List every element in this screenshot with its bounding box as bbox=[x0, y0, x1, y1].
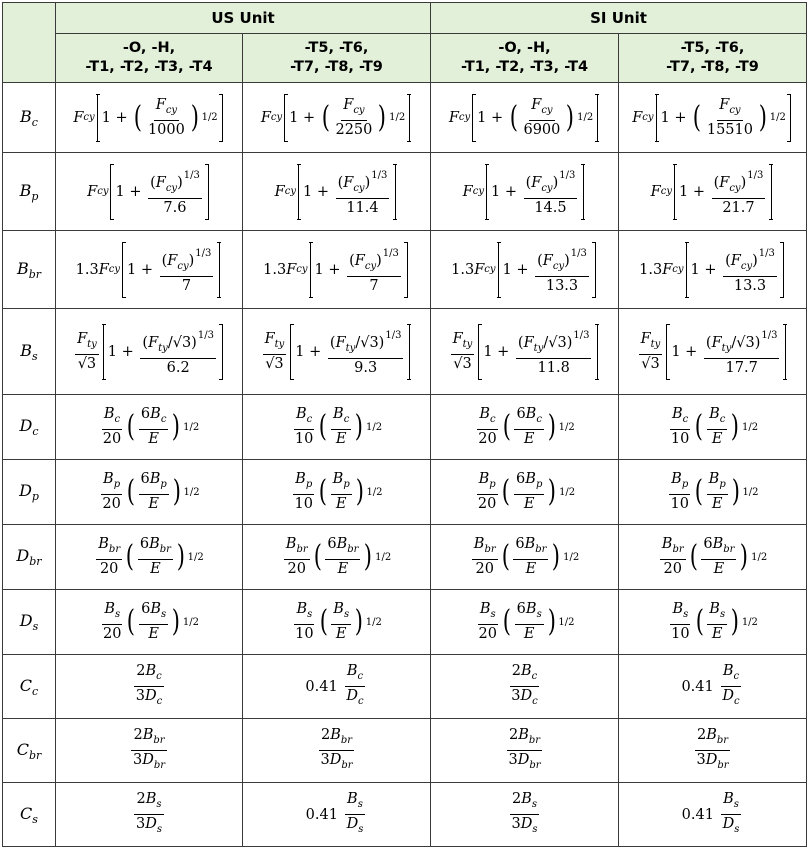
table-row-ds bbox=[3, 590, 807, 655]
formula-bc-si-b: F cy 1 + ( $F_{cy}$ 15510 ) 1/2 bbox=[619, 83, 807, 153]
si-col-a-header: -O, -H, -T1, -T2, -T3, -T4 bbox=[431, 34, 619, 83]
formula-cs-us-b: 0.41 $B_s$ $D_s$ bbox=[243, 783, 431, 847]
formula-cbr-si-a: $2B_{br}$ $3D_{br}$ bbox=[431, 719, 619, 783]
formula-dp-us-a: $B_p$ 20 ( $6B_p$ E ) 1/2 bbox=[56, 460, 243, 525]
row-label-cbr: $C_{br}$ bbox=[3, 719, 56, 783]
table-row-dc bbox=[3, 395, 807, 460]
formula-bbr-si-b: 1.3 F cy 1 + $(F_{cy})^{1/3}$ 13.3 bbox=[619, 231, 807, 309]
formula-dbr-si-b: $B_{br}$ 20 ( $6B_{br}$ E ) 1/2 bbox=[619, 525, 807, 590]
us-col-b-header: -T5, -T6, -T7, -T8, -T9 bbox=[243, 34, 431, 83]
us-unit-header: US Unit bbox=[56, 3, 431, 34]
table-row-dbr bbox=[3, 525, 807, 590]
table-row-bs bbox=[3, 309, 807, 395]
row-label-bbr: $B_{br}$ bbox=[3, 231, 56, 309]
formula-cs-us-a: $2B_s$ $3D_s$ bbox=[56, 783, 243, 847]
formula-cbr-us-a: $2B_{br}$ $3D_{br}$ bbox=[56, 719, 243, 783]
row-label-dc: $D_c$ bbox=[3, 395, 56, 460]
row-label-dbr: $D_{br}$ bbox=[3, 525, 56, 590]
row-label-bc: $B_c$ bbox=[3, 83, 56, 153]
formula-dc-us-a: $B_c$ 20 ( $6B_c$ E ) 1/2 bbox=[56, 395, 243, 460]
formula-dp-us-b: $B_p$ 10 ( $B_p$ E ) 1/2 bbox=[243, 460, 431, 525]
table-row-cc bbox=[3, 655, 807, 719]
row-label-dp: $D_p$ bbox=[3, 460, 56, 525]
formula-bbr-si-a: 1.3 F cy 1 + $(F_{cy})^{1/3}$ 13.3 bbox=[431, 231, 619, 309]
formula-cc-si-b: 0.41 $B_c$ $D_c$ bbox=[619, 655, 807, 719]
formula-bp-us-a: F cy 1 + $(F_{cy})^{1/3}$ 7.6 bbox=[56, 153, 243, 231]
formula-ds-si-b: $B_s$ 10 ( $B_s$ E ) 1/2 bbox=[619, 590, 807, 655]
formula-ds-us-b: $B_s$ 10 ( $B_s$ E ) 1/2 bbox=[243, 590, 431, 655]
table-row-cs bbox=[3, 783, 807, 847]
formula-bs-us-a: $F_{ty}$ √3 1 + $(F_{ty}/√3)^{1/3}$ 6.2 bbox=[56, 309, 243, 395]
formula-cc-si-a: $2B_c$ $3D_c$ bbox=[431, 655, 619, 719]
formula-bc-us-a: F cy 1 + ( $F_{cy}$ 1000 ) 1/2 bbox=[56, 83, 243, 153]
formula-cbr-si-b: $2B_{br}$ $3D_{br}$ bbox=[619, 719, 807, 783]
formula-dp-si-b: $B_p$ 10 ( $B_p$ E ) 1/2 bbox=[619, 460, 807, 525]
formula-dc-us-b: $B_c$ 10 ( $B_c$ E ) 1/2 bbox=[243, 395, 431, 460]
si-unit-header: SI Unit bbox=[431, 3, 807, 34]
formula-ds-us-a: $B_s$ 20 ( $6B_s$ E ) 1/2 bbox=[56, 590, 243, 655]
formula-bs-si-a: $F_{ty}$ √3 1 + $(F_{ty}/√3)^{1/3}$ 11.8 bbox=[431, 309, 619, 395]
formula-bp-si-a: F cy 1 + $(F_{cy})^{1/3}$ 14.5 bbox=[431, 153, 619, 231]
formula-cs-si-b: 0.41 $B_s$ $D_s$ bbox=[619, 783, 807, 847]
formula-bs-si-b: $F_{ty}$ √3 1 + $(F_{ty}/√3)^{1/3}$ 17.7 bbox=[619, 309, 807, 395]
table-row-bp bbox=[3, 153, 807, 231]
formula-bp-si-b: F cy 1 + $(F_{cy})^{1/3}$ 21.7 bbox=[619, 153, 807, 231]
si-col-b-header: -T5, -T6, -T7, -T8, -T9 bbox=[619, 34, 807, 83]
formula-dp-si-a: $B_p$ 20 ( $6B_p$ E ) 1/2 bbox=[431, 460, 619, 525]
formula-dbr-us-a: $B_{br}$ 20 ( $6B_{br}$ E ) 1/2 bbox=[56, 525, 243, 590]
formula-dc-si-a: $B_c$ 20 ( $6B_c$ E ) 1/2 bbox=[431, 395, 619, 460]
formula-bbr-us-a: 1.3 F cy 1 + $(F_{cy})^{1/3}$ 7 bbox=[56, 231, 243, 309]
formula-cc-us-b: 0.41 $B_c$ $D_c$ bbox=[243, 655, 431, 719]
row-label-ds: $D_s$ bbox=[3, 590, 56, 655]
buckling-constants-table bbox=[2, 2, 807, 847]
table-row-cbr bbox=[3, 719, 807, 783]
formula-dc-si-b: $B_c$ 10 ( $B_c$ E ) 1/2 bbox=[619, 395, 807, 460]
formula-bp-us-b: F cy 1 + $(F_{cy})^{1/3}$ 11.4 bbox=[243, 153, 431, 231]
row-label-cc: $C_c$ bbox=[3, 655, 56, 719]
row-label-bs: $B_s$ bbox=[3, 309, 56, 395]
formula-bc-si-a: F cy 1 + ( $F_{cy}$ 6900 ) 1/2 bbox=[431, 83, 619, 153]
formula-bs-us-b: $F_{ty}$ √3 1 + $(F_{ty}/√3)^{1/3}$ 9.3 bbox=[243, 309, 431, 395]
formula-dbr-si-a: $B_{br}$ 20 ( $6B_{br}$ E ) 1/2 bbox=[431, 525, 619, 590]
formula-bc-us-b: F cy 1 + ( $F_{cy}$ 2250 ) 1/2 bbox=[243, 83, 431, 153]
formula-dbr-us-b: $B_{br}$ 20 ( $6B_{br}$ E ) 1/2 bbox=[243, 525, 431, 590]
corner-cell bbox=[3, 3, 56, 83]
row-label-cs: $C_s$ bbox=[3, 783, 56, 847]
formula-ds-si-a: $B_s$ 20 ( $6B_s$ E ) 1/2 bbox=[431, 590, 619, 655]
formula-cbr-us-b: $2B_{br}$ $3D_{br}$ bbox=[243, 719, 431, 783]
us-col-a-header: -O, -H, -T1, -T2, -T3, -T4 bbox=[56, 34, 243, 83]
table-row-bc bbox=[3, 83, 807, 153]
table-row-bbr bbox=[3, 231, 807, 309]
formula-cs-si-a: $2B_s$ $3D_s$ bbox=[431, 783, 619, 847]
formula-bbr-us-b: 1.3 F cy 1 + $(F_{cy})^{1/3}$ 7 bbox=[243, 231, 431, 309]
row-label-bp: $B_p$ bbox=[3, 153, 56, 231]
table-row-dp bbox=[3, 460, 807, 525]
formula-cc-us-a: $2B_c$ $3D_c$ bbox=[56, 655, 243, 719]
